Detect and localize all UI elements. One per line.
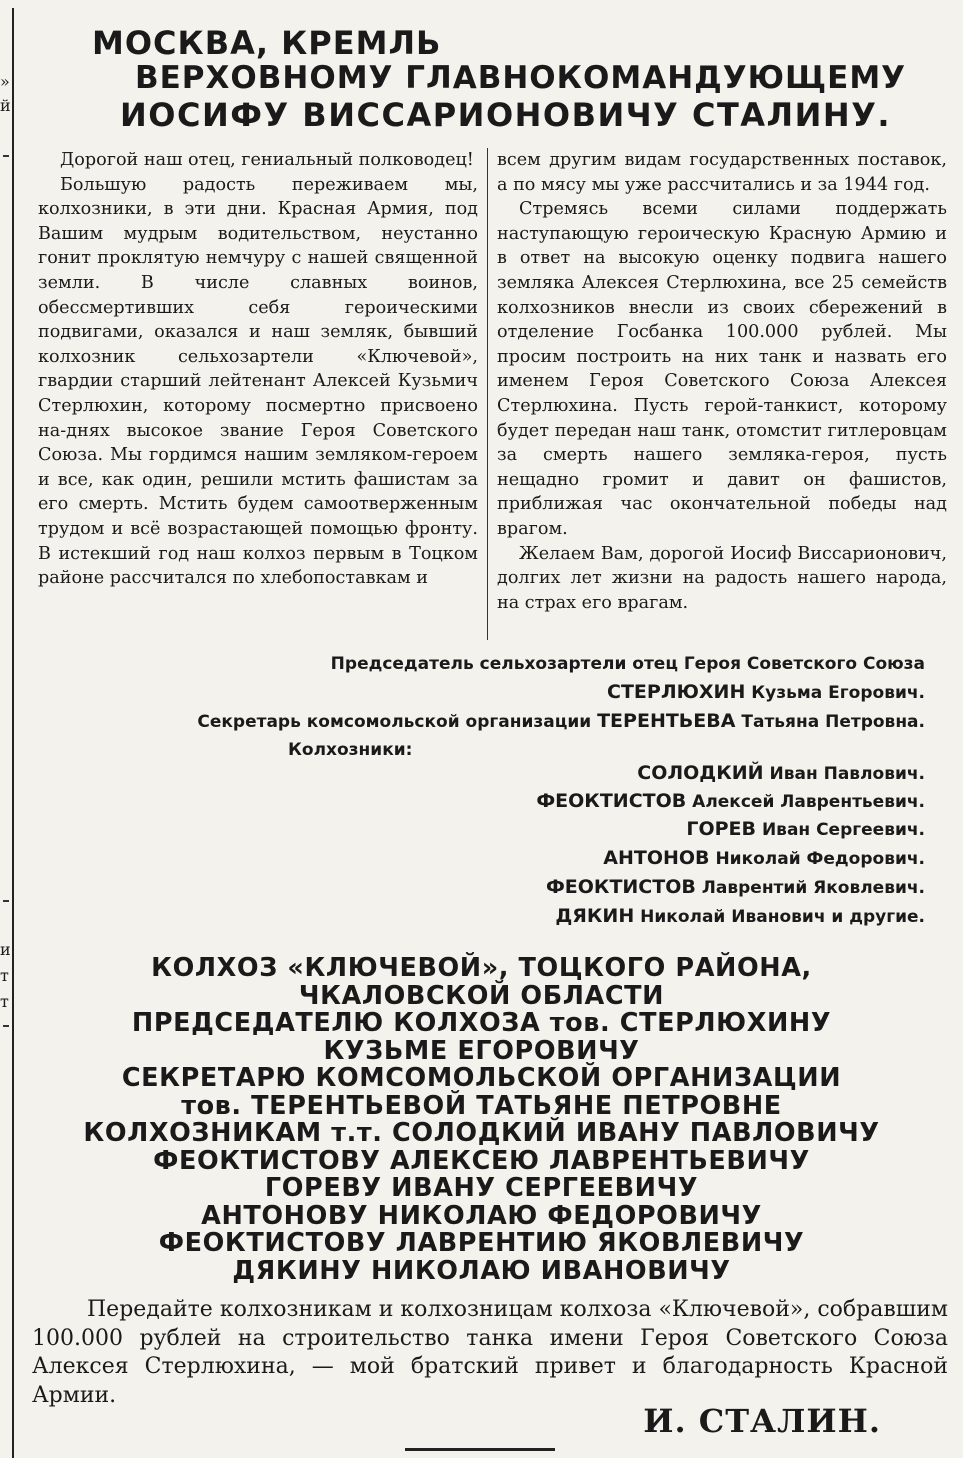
header-line-3: ИОСИФУ ВИССАРИОНОВИЧУ СТАЛИНУ. bbox=[120, 96, 892, 134]
edge-dash bbox=[3, 900, 9, 902]
letter-paragraph: Большую радость переживаем мы, колхозники, в эти дни. Красная Армия, под Вашим мудрым водительством, неустанно гонит проклятую немчуру с нашей священной земли. В числе славных воинов, обессмертивших себя героическими подвигами, оказался и наш земляк, бывший колхозник сельхозартели «Ключевой», гвардии старший лейтенант Алексей Кузьмич Стерлюхин, которому посмертно присвоено на-днях высокое звание Героя Советского Союза. Мы гордимся нашим земляком-героем и все, как один, решили мстить фашистам за его смерть. Мстить будем самоотверженным трудом и всё возрастающей помощью фронту. В истекший год наш колхоз первым в Тоцком районе рассчитался по хлебопоставкам и bbox=[38, 174, 478, 589]
address-line: ГОРЕВУ ИВАНУ СЕРГЕЕВИЧУ bbox=[264, 1173, 699, 1203]
letter-left-column bbox=[38, 148, 478, 591]
address-line: ПРЕДСЕДАТЕЛЮ КОЛХОЗА тов. СТЕРЛЮХИНУ bbox=[131, 1008, 832, 1038]
address-line: СЕКРЕТАРЮ КОМСОМОЛЬСКОЙ ОРГАНИЗАЦИИ bbox=[121, 1063, 842, 1093]
secretary-name: Татьяна Петровна. bbox=[741, 712, 925, 732]
reply-address-block bbox=[0, 955, 963, 1285]
column-divider bbox=[487, 148, 488, 640]
address-line: ФЕОКТИСТОВУ АЛЕКСЕЮ ЛАВРЕНТЬЕВИЧУ bbox=[153, 1145, 810, 1176]
member-name: Алексей Лаврентьевич. bbox=[692, 792, 925, 812]
letter-paragraph: всем другим видам государственных поставок, а по мясу мы уже рассчитались и за 1944 год. bbox=[497, 150, 947, 195]
address-line: КУЗЬМЕ ЕГОРОВИЧУ bbox=[323, 1035, 640, 1066]
letter-right-column bbox=[497, 148, 947, 615]
reply-paragraph: Передайте колхозникам и колхозницам колхоза «Ключевой», собравшим 100.000 рублей на строительство танка имени Героя Советского Союза Алексея Стерлюхина, — мой братский привет и благодарность Красной Армии. bbox=[32, 1297, 948, 1408]
edge-fragment: т bbox=[0, 966, 9, 985]
chairman-surname: СТЕРЛЮХИН bbox=[607, 681, 746, 703]
chairman-title-text: Председатель сельхозартели отец Героя Советского Союза bbox=[330, 654, 925, 674]
edge-fragment: й bbox=[0, 96, 11, 115]
member-surname: ФЕОКТИСТОВ bbox=[536, 790, 687, 812]
member-surname: ДЯКИН bbox=[555, 905, 635, 927]
secretary-signature bbox=[197, 710, 925, 732]
chairman-name: Кузьма Егорович. bbox=[751, 683, 925, 703]
member-signature bbox=[686, 818, 925, 840]
member-surname: ГОРЕВ bbox=[686, 818, 757, 840]
edge-fragment: т bbox=[0, 992, 9, 1011]
member-name: Лаврентий Яковлевич. bbox=[701, 878, 925, 898]
address-line: ДЯКИНУ НИКОЛАЮ ИВАНОВИЧУ bbox=[232, 1255, 731, 1286]
member-name: Иван Сергеевич. bbox=[761, 820, 925, 840]
reply-text bbox=[32, 1296, 948, 1410]
member-signature bbox=[603, 847, 925, 869]
reply-signature: И. СТАЛИН. bbox=[643, 1402, 881, 1440]
bottom-rule bbox=[405, 1448, 555, 1451]
address-line: АНТОНОВУ НИКОЛАЮ ФЕДОРОВИЧУ bbox=[201, 1200, 762, 1231]
member-name: Николай Федорович. bbox=[715, 849, 925, 869]
member-signature bbox=[637, 762, 925, 784]
member-signature bbox=[555, 905, 925, 927]
member-surname: ФЕОКТИСТОВ bbox=[545, 876, 696, 898]
address-line: тов. ТЕРЕНТЬЕВОЙ ТАТЬЯНЕ ПЕТРОВНЕ bbox=[181, 1090, 782, 1121]
edge-fragment: » bbox=[0, 72, 10, 91]
chairman-signature bbox=[607, 681, 925, 703]
member-surname: СОЛОДКИЙ bbox=[637, 762, 764, 784]
member-name: Николай Иванович и другие. bbox=[640, 907, 925, 927]
member-name: Иван Павлович. bbox=[769, 764, 925, 784]
letter-paragraph: Дорогой наш отец, гениальный полководец! bbox=[60, 150, 474, 170]
header-line-1: МОСКВА, КРЕМЛЬ bbox=[92, 24, 442, 62]
chairman-title bbox=[331, 654, 925, 674]
letter-paragraph: Стремясь всеми силами поддержать наступающую героическую Красную Армию и в ответ на высокую оценку подвига нашего земляка Алексея Стерлюхина, все 25 семейств колхозников внесли из своих сбережений в отделение Госбанка 100.000 рублей. Мы просим построить на них танк и назвать его именем Героя Советского Союза Алексея Стерлюхина. Пусть герой-танкист, которому будет передан наш танк, отомстит гитлеровцам за смерть нашего земляка-героя, пусть нещадно громит и давит он фашистов, приближая час окончательной победы над врагом. bbox=[497, 199, 947, 539]
address-line: ЧКАЛОВСКОЙ ОБЛАСТИ bbox=[298, 980, 665, 1011]
member-signature bbox=[546, 876, 925, 898]
edge-fragment: и bbox=[0, 940, 11, 959]
address-line: КОЛХОЗ «КЛЮЧЕВОЙ», ТОЦКОГО РАЙОНА, bbox=[151, 953, 812, 983]
letter-paragraph: Желаем Вам, дорогой Иосиф Виссарионович, долгих лет жизни на радость нашего народа, на страх его врагам. bbox=[497, 543, 947, 613]
secretary-title: Секретарь комсомольской организации bbox=[197, 712, 592, 732]
edge-dash bbox=[3, 155, 9, 157]
header-line-2: ВЕРХОВНОМУ ГЛАВНОКОМАНДУЮЩЕМУ bbox=[135, 60, 907, 96]
secretary-surname: ТЕРЕНТЬЕВА bbox=[597, 710, 736, 732]
address-line: ФЕОКТИСТОВУ ЛАВРЕНТИЮ ЯКОВЛЕВИЧУ bbox=[158, 1228, 805, 1258]
member-signature bbox=[536, 790, 925, 812]
kolkhozniki-label: Колхозники: bbox=[288, 740, 413, 760]
member-surname: АНТОНОВ bbox=[603, 847, 710, 869]
address-line: КОЛХОЗНИКАМ т.т. СОЛОДКИЙ ИВАНУ ПАВЛОВИЧУ bbox=[83, 1118, 880, 1148]
